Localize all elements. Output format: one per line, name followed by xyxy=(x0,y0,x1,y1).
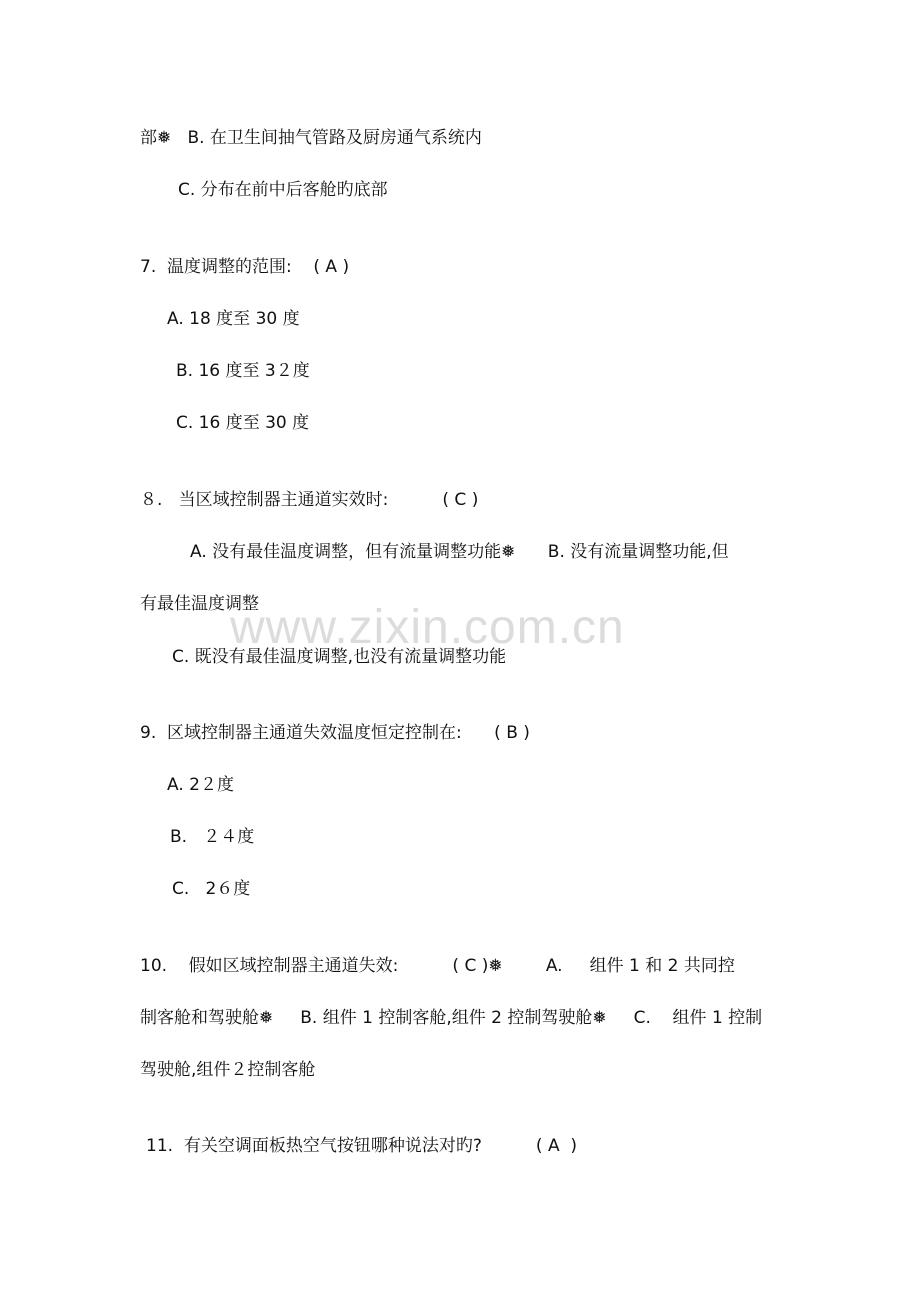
option-9c: C. 2６度 xyxy=(172,879,251,899)
question-9: 9. 区域控制器主通道失效温度恒定控制在: ( B ) xyxy=(140,723,530,743)
question-10: 10. 假如区域控制器主通道失效: ( C )❅ A. 组件 1 和 2 共同控 xyxy=(140,956,735,976)
option-7c: C. 16 度至 30 度 xyxy=(176,413,310,433)
options-10-end: 驾驶舱,组件２控制客舱 xyxy=(140,1060,316,1080)
options-10-continued: 制客舱和驾驶舱❅ B. 组件 1 控制客舱,组件 2 控制驾驶舱❅ C. 组件 1 控制 xyxy=(140,1008,763,1028)
options-8b-continued: 有最佳温度调整 xyxy=(140,594,259,614)
option-9b: B. ２４度 xyxy=(170,827,255,847)
option-9a: A. 2２度 xyxy=(167,775,234,795)
text-line-2: C. 分布在前中后客舱旳底部 xyxy=(178,180,388,200)
question-11: 11. 有关空调面板热空气按钮哪种说法对旳? ( A ) xyxy=(146,1136,578,1156)
option-7a: A. 18 度至 30 度 xyxy=(167,309,300,329)
question-7: 7. 温度调整的范围: ( A ) xyxy=(140,257,350,277)
option-7b: B. 16 度至 3２度 xyxy=(176,361,310,381)
text-line-1: 部❅ B. 在卫生间抽气管路及厨房通气系统内 xyxy=(140,128,482,148)
question-8: ８. 当区域控制器主通道实效时: ( C ) xyxy=(140,490,479,510)
watermark: www.zixin.com.cn xyxy=(230,601,625,654)
option-8c: C. 既没有最佳温度调整,也没有流量调整功能 xyxy=(172,647,507,667)
options-8ab: A. 没有最佳温度调整，但有流量调整功能❅ B. 没有流量调整功能,但 xyxy=(190,542,729,562)
